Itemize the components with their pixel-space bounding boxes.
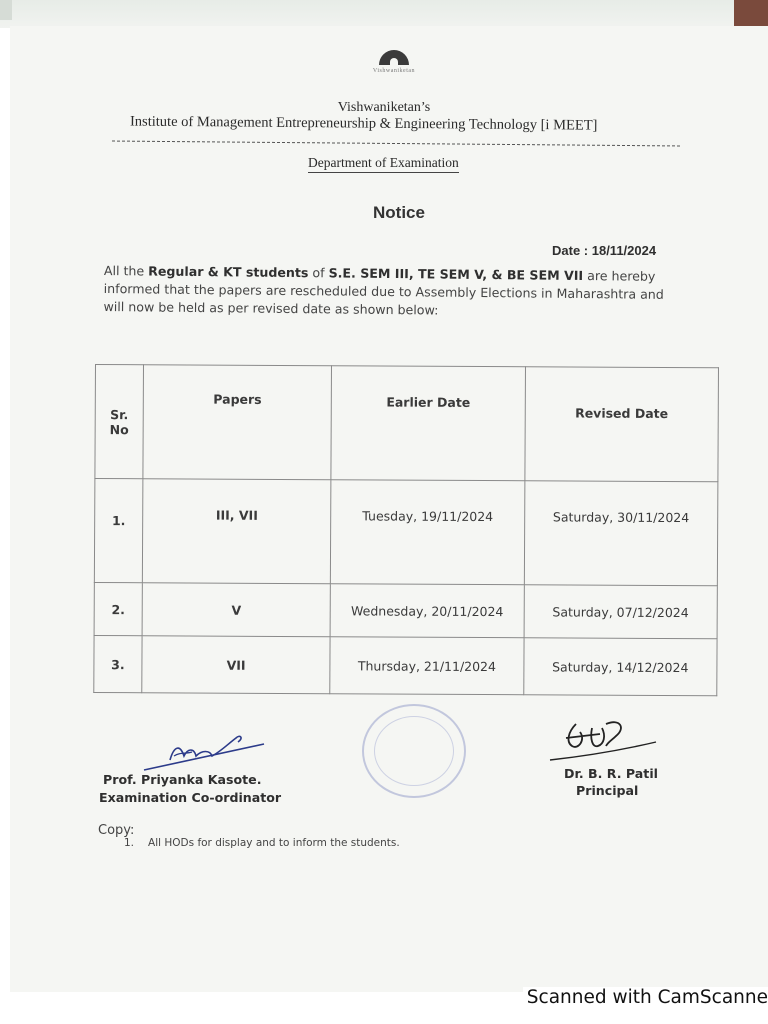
coordinator-name: Prof. Priyanka Kasote. <box>103 772 262 787</box>
principal-name: Dr. B. R. Patil <box>564 766 658 781</box>
table-row <box>94 635 717 695</box>
header-revised-date: Revised Date <box>525 367 719 482</box>
para-students: Regular & KT students <box>148 263 309 281</box>
cell-earlier-date: Thursday, 21/11/2024 <box>330 637 524 695</box>
header-earlier-date: Earlier Date <box>331 366 525 481</box>
cell-sr: 1. <box>94 479 143 583</box>
principal-signature <box>546 718 658 766</box>
notice-paragraph <box>103 262 684 322</box>
cell-earlier-date: Tuesday, 19/11/2024 <box>331 480 525 585</box>
cell-earlier-date: Wednesday, 20/11/2024 <box>330 584 524 638</box>
cell-papers: VII <box>142 636 331 694</box>
coordinator-signature <box>140 726 270 774</box>
copy-item-text: All HODs for display and to inform the students. <box>148 837 400 849</box>
cell-revised-date: Saturday, 30/11/2024 <box>524 481 718 586</box>
principal-block <box>564 765 658 799</box>
para-mid: of <box>308 265 329 281</box>
cell-sr: 2. <box>94 582 142 635</box>
coordinator-title: Examination Co-ordinator <box>99 790 282 805</box>
notice-date: Date : 18/11/2024 <box>552 243 657 258</box>
institute-logo-icon: Vishwaniketan <box>372 50 416 78</box>
header-papers: Papers <box>143 365 332 480</box>
cell-revised-date: Saturday, 07/12/2024 <box>524 585 718 639</box>
cell-revised-date: Saturday, 14/12/2024 <box>524 638 718 696</box>
coordinator-block <box>99 771 282 807</box>
copy-item-number: 1. <box>124 837 135 849</box>
para-rest: are hereby informed that the papers are rescheduled due to Assembly Elections in Maharashtra and will now be held as per revised date as shown below: <box>103 268 664 318</box>
para-semesters: S.E. SEM III, TE SEM V, & BE SEM VII <box>328 265 584 284</box>
institute-line1: Vishwaniketan’s <box>337 100 431 115</box>
scan-top-band <box>0 0 768 28</box>
camscanner-watermark: Scanned with CamScanne <box>523 987 768 1008</box>
principal-title: Principal <box>576 783 639 798</box>
copy-label: Copy: <box>98 823 135 838</box>
para-prefix: All the <box>103 262 149 279</box>
schedule-table-wrap <box>93 364 719 696</box>
notice-title: Notice <box>373 203 425 222</box>
cell-papers: III, VII <box>142 479 331 584</box>
cell-papers: V <box>142 583 331 637</box>
cell-sr: 3. <box>94 635 142 692</box>
table-row <box>94 479 718 586</box>
table-row <box>94 582 717 638</box>
scan-edge-left <box>0 0 12 20</box>
department-name: Department of Examination <box>308 155 459 170</box>
schedule-table <box>93 364 719 696</box>
copy-list-item <box>124 837 400 849</box>
institute-name: Institute of Management Entrepreneurship & Engineering Technology [i MEET] <box>129 113 598 134</box>
institute-stamp-icon <box>362 704 466 798</box>
header-sr-no: Sr. No <box>95 365 144 479</box>
table-header-row <box>95 365 719 482</box>
